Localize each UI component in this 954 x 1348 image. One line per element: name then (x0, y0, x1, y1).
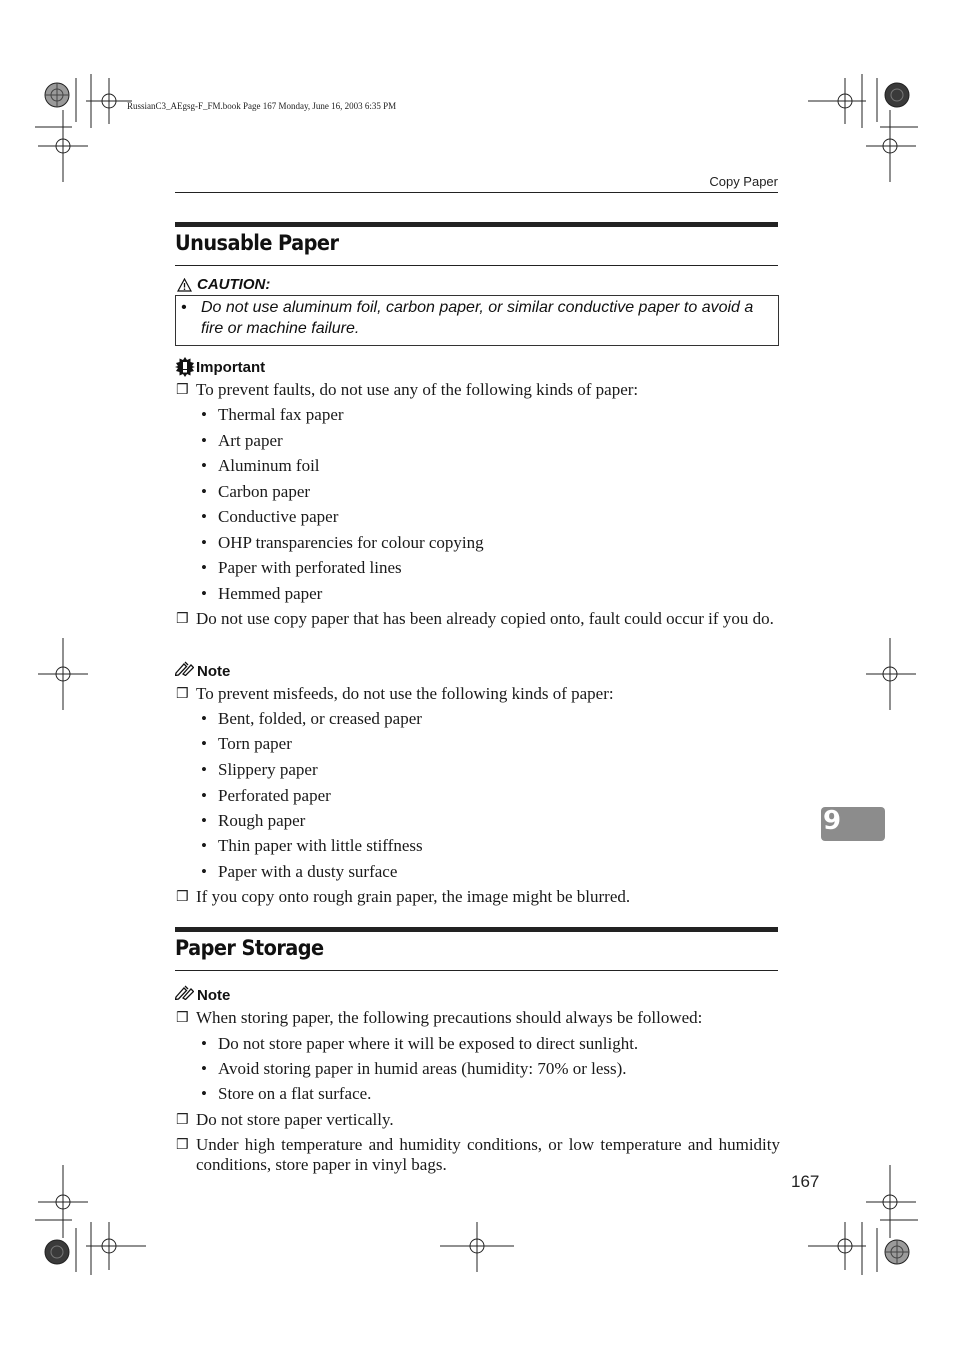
list-item: Bent, folded, or creased paper (218, 709, 422, 728)
bullet: • (201, 584, 207, 603)
caution-text: Do not use aluminum foil, carbon paper, or similar conductive paper to avoid a fire or machine failure. (201, 299, 754, 337)
chapter-number: 9 (823, 806, 842, 836)
checkbox-icon: ❒ (176, 1112, 189, 1128)
list-item: Paper with a dusty surface (218, 862, 398, 881)
list-item: OHP transparencies for colour copying (218, 533, 484, 552)
bullet: • (201, 507, 207, 526)
list-item: Slippery paper (218, 760, 318, 779)
storage-item-3: Under high temperature and humidity conditions, or low temperature and humidity conditions, store paper in vinyl bags. (196, 1135, 780, 1174)
important-icon (175, 357, 195, 377)
storage-item-1: When storing paper, the following precautions should always be followed: (196, 1008, 703, 1027)
list-item: Paper with perforated lines (218, 558, 402, 577)
checkbox-icon: ❒ (176, 889, 189, 905)
page-number: 167 (791, 1172, 820, 1191)
caution-label: CAUTION: (197, 276, 271, 293)
section-rule-bottom (175, 265, 778, 266)
checkbox-icon: ❒ (176, 382, 189, 398)
running-header: Copy Paper (709, 174, 778, 189)
checkbox-icon: ❒ (176, 1010, 189, 1026)
note-item-2: If you copy onto rough grain paper, the image might be blurred. (196, 887, 631, 906)
bullet: • (201, 836, 207, 855)
note-label: Note (197, 987, 231, 1004)
list-item: Rough paper (218, 811, 306, 830)
list-item: Do not store paper where it will be exposed to direct sunlight. (218, 1034, 639, 1053)
section-rule-top (175, 927, 778, 932)
bullet: • (201, 709, 207, 728)
list-item: Perforated paper (218, 786, 331, 805)
checkbox-icon: ❒ (176, 686, 189, 702)
bullet: • (201, 482, 207, 501)
list-item: Thin paper with little stiffness (218, 836, 423, 855)
list-item: Avoid storing paper in humid areas (humidity: 70% or less). (218, 1059, 627, 1078)
bullet: • (201, 760, 207, 779)
note-item-1: To prevent misfeeds, do not use the following kinds of paper: (196, 684, 614, 703)
bullet: • (201, 431, 207, 450)
storage-item-2: Do not store paper vertically. (196, 1110, 394, 1129)
note-label: Note (197, 663, 231, 680)
heading-paper-storage: Paper Storage (175, 936, 324, 960)
checkbox-icon: ❒ (176, 1137, 189, 1153)
bullet: • (201, 811, 207, 830)
bullet: • (201, 456, 207, 475)
caution-bullet: • (181, 299, 187, 316)
bullet: • (201, 533, 207, 552)
section-rule-top (175, 222, 778, 227)
bullet: • (201, 734, 207, 753)
heading-unusable-paper: Unusable Paper (175, 231, 339, 255)
bullet: • (201, 405, 207, 424)
important-item-1: To prevent faults, do not use any of the following kinds of paper: (196, 380, 639, 399)
pencil-note-icon (175, 985, 194, 1000)
list-item: Hemmed paper (218, 584, 323, 603)
list-item: Carbon paper (218, 482, 311, 501)
important-item-2: Do not use copy paper that has been already copied onto, fault could occur if you do. (196, 609, 774, 628)
print-header: RussianC3_AEgsg-F_FM.book Page 167 Monday, June 16, 2003 6:35 PM (127, 101, 397, 111)
list-item: Thermal fax paper (218, 405, 344, 424)
warning-icon (177, 278, 192, 292)
list-item: Art paper (218, 431, 283, 450)
bullet: • (201, 558, 207, 577)
bullet: • (201, 862, 207, 881)
list-item: Store on a flat surface. (218, 1084, 372, 1103)
bullet: • (201, 1034, 207, 1053)
checkbox-icon: ❒ (176, 611, 189, 627)
pencil-note-icon (175, 661, 194, 676)
bullet: • (201, 786, 207, 805)
bullet: • (201, 1084, 207, 1103)
list-item: Conductive paper (218, 507, 339, 526)
list-item: Torn paper (218, 734, 292, 753)
important-label: Important (196, 359, 266, 376)
section-rule-bottom (175, 970, 778, 971)
header-rule (175, 192, 778, 193)
bullet: • (201, 1059, 207, 1078)
list-item: Aluminum foil (218, 456, 320, 475)
